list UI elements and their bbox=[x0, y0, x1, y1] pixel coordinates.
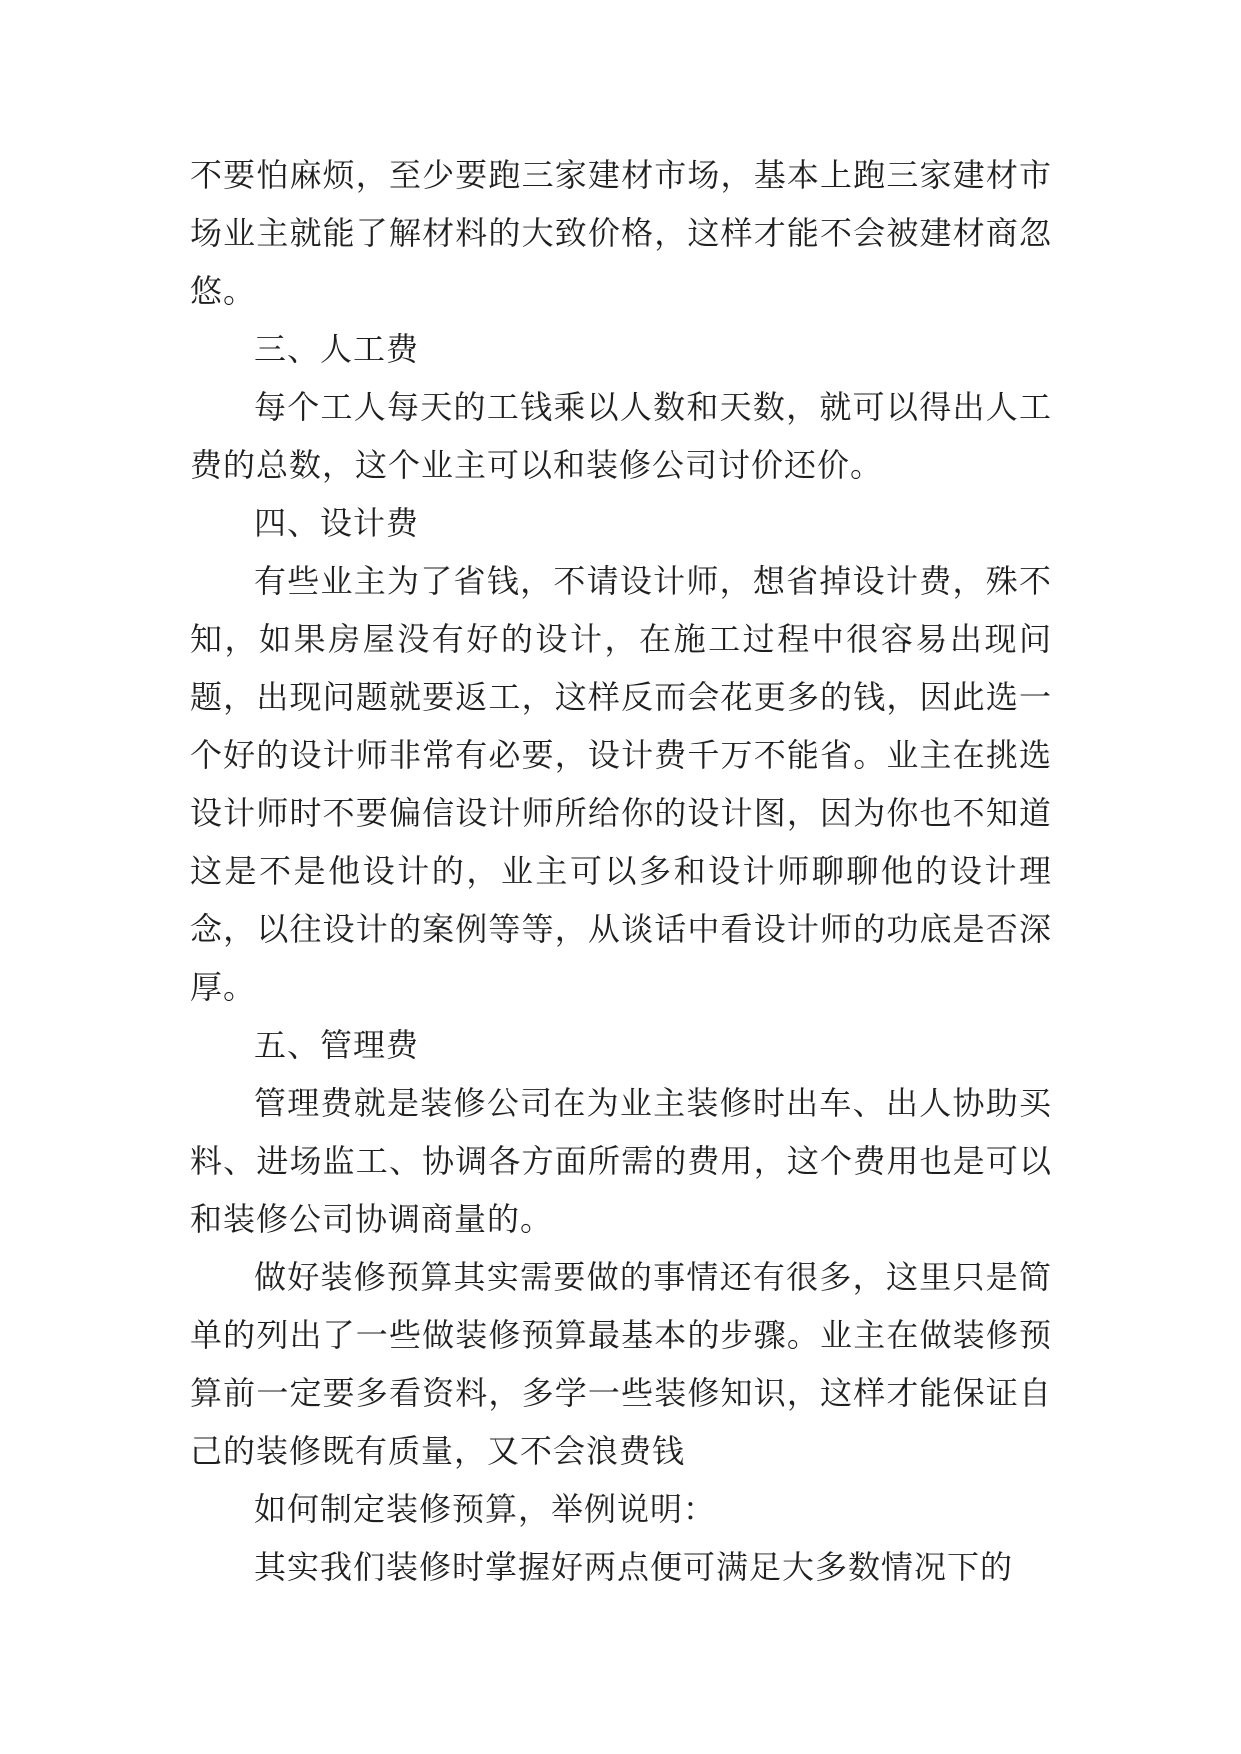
document-page bbox=[190, 146, 1052, 1596]
paragraph-labor-cost: 每个工人每天的工钱乘以人数和天数，就可以得出人工费的总数，这个业主可以和装修公司讨价还价。 bbox=[190, 388, 1052, 484]
paragraph-design-fee: 有些业主为了省钱，不请设计师，想省掉设计费，殊不知，如果房屋没有好的设计，在施工过程中很容易出现问题，出现问题就要返工，这样反而会花更多的钱，因此选一个好的设计师非常有必要，设计费千万不能省。业主在挑选设计师时不要偏信设计师所给你的设计图，因为你也不知道这是不是他设计的，业主可以多和设计师聊聊他的设计理念，以往设计的案例等等，从谈话中看设计师的功底是否深厚。 bbox=[190, 562, 1052, 1006]
paragraph-tail: 其实我们装修时掌握好两点便可满足大多数情况下的 bbox=[254, 1548, 1014, 1586]
section-heading-management-fee: 五、管理费 bbox=[254, 1026, 420, 1064]
section-heading-design-fee: 四、设计费 bbox=[254, 504, 420, 542]
paragraph-budget-summary: 做好装修预算其实需要做的事情还有很多，这里只是简单的列出了一些做装修预算最基本的步骤。业主在做装修预算前一定要多看资料，多学一些装修知识，这样才能保证自己的装修既有质量，又不会浪费钱 bbox=[190, 1258, 1052, 1470]
paragraph-example-intro: 如何制定装修预算，举例说明： bbox=[254, 1490, 717, 1528]
paragraph-management-fee: 管理费就是装修公司在为业主装修时出车、出人协助买料、进场监工、协调各方面所需的费用，这个费用也是可以和装修公司协调商量的。 bbox=[190, 1084, 1052, 1238]
paragraph-continuation: 不要怕麻烦，至少要跑三家建材市场，基本上跑三家建材市场业主就能了解材料的大致价格，这样才能不会被建材商忽悠。 bbox=[190, 156, 1052, 310]
section-heading-labor-cost: 三、人工费 bbox=[254, 330, 420, 368]
